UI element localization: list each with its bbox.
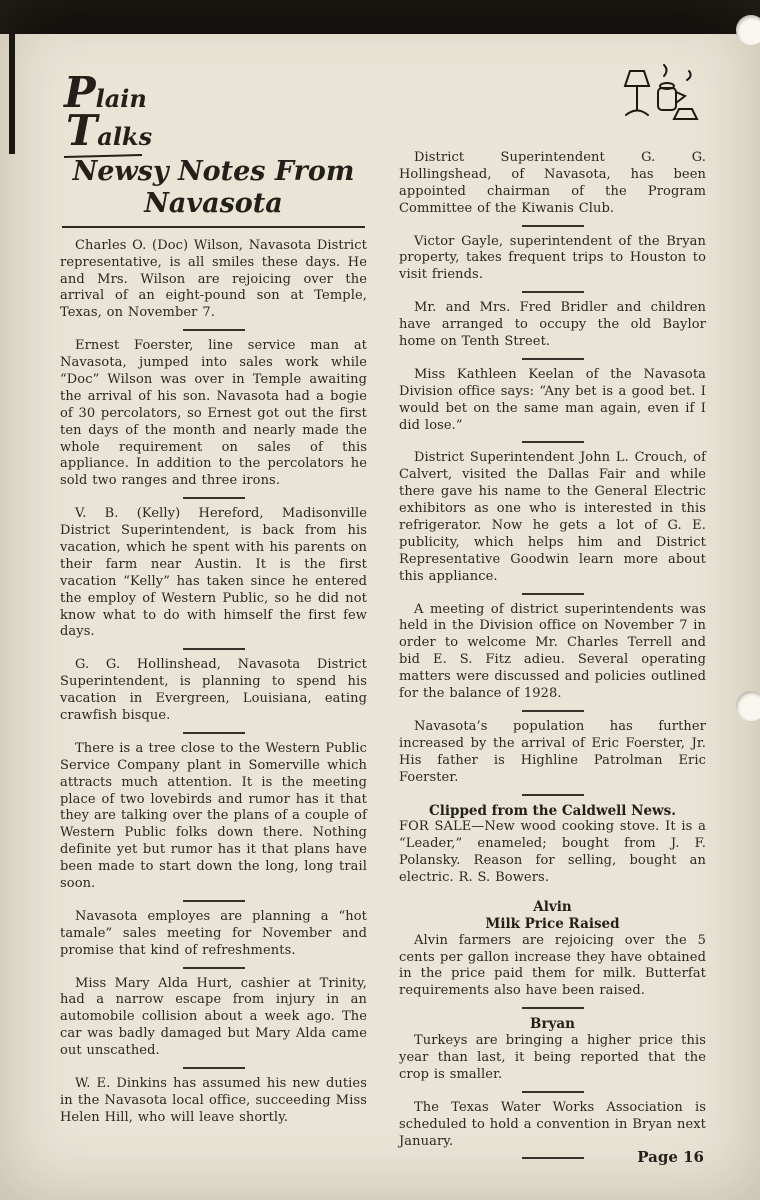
separator: [183, 900, 245, 902]
left-column: [60, 150, 367, 1166]
separator: [522, 710, 584, 712]
separator: [183, 1067, 245, 1069]
separator: [522, 794, 584, 796]
news-paragraph: There is a tree close to the Western Public Service Company plant in Somerville which attracts much attention. It is the meeting place of two lovebirds and rumor has it that they are talking over the plans of a couple of Western Public folks down there. Nothing definite yet but rumor has it that plans have been made to start down the long, long trail soon.: [60, 740, 367, 891]
spacer: [399, 887, 706, 899]
closing-paragraph: The Texas Water Works Association is scheduled to hold a convention in Bryan next January.: [399, 1099, 706, 1149]
masthead-line1: Plain: [64, 68, 147, 117]
masthead-logo: [64, 68, 153, 157]
article-title-line1: Newsy Notes From: [72, 156, 355, 187]
alvin-paragraph: Alvin farmers are rejoicing over the 5 cents per gallon increase they have obtained in the price paid them for milk. Butterfat requirements also have been raised.: [399, 932, 706, 999]
milk-price-heading: Milk Price Raised: [485, 915, 620, 932]
separator: [522, 1007, 584, 1009]
separator: [522, 225, 584, 227]
punch-hole-middle: [736, 691, 760, 721]
news-paragraph: Victor Gayle, superintendent of the Bryan property, takes frequent trips to Houston to visit friends.: [399, 233, 706, 283]
news-paragraph: Mr. and Mrs. Fred Bridler and children have arranged to occupy the old Baylor home on Tenth Street.: [399, 300, 706, 350]
page-number: Page 16: [637, 1148, 704, 1166]
news-paragraph: District Superintendent John L. Crouch, of Calvert, visited the Dallas Fair and while there gave his name to the General Electric exhibitors as one who is interested in this refrigerator. Now he gets a lot of G. E. publicity, which helps him and District Representative Goodwin learn more about this appliance.: [399, 450, 706, 584]
news-paragraph: Miss Mary Alda Hurt, cashier at Trinity, had a narrow escape from injury in an automobile collision about a week ago. The car was badly damaged but Mary Alda came out unscathed.: [60, 975, 367, 1059]
title-rule: [62, 226, 365, 228]
news-paragraph: District Superintendent G. G. Hollingshead, of Navasota, has been appointed chairman of the Program Committee of the Kiwanis Club.: [399, 150, 706, 216]
separator: [522, 441, 584, 443]
masthead-line2: Talks: [66, 106, 153, 155]
separator: [183, 329, 245, 331]
scan-left-edge: [9, 34, 15, 154]
news-paragraph: Navasota employes are planning a “hot tamale” sales meeting for November and promise that kind of refreshments.: [60, 908, 367, 958]
page-body: [60, 150, 706, 1166]
news-paragraph: Miss Kathleen Keelan of the Navasota Division office says: “Any bet is a good bet. I would bet on the same man again, even if I did lose.”: [399, 366, 706, 433]
separator: [183, 497, 245, 499]
news-paragraph: G. G. Hollinshead, Navasota District Superintendent, is planning to spend his vacation in Evergreen, Louisiana, eating crawfish bisque.: [60, 657, 367, 723]
news-paragraph: W. E. Dinkins has assumed his new duties in the Navasota local office, succeeding Miss Helen Hill, who will leave shortly.: [60, 1076, 367, 1125]
news-paragraph: V. B. (Kelly) Hereford, Madisonville District Superintendent, is back from his vacation, which he spent with his parents on their farm near Austin. It is the first vacation “Kelly” has taken since he entered the employ of Western Public, so he did not know what to do with himself the first few days.: [60, 506, 367, 640]
appliances-illustration-icon: [614, 62, 700, 132]
punch-hole-top: [736, 15, 760, 45]
separator: [522, 291, 584, 293]
bryan-paragraph: Turkeys are bringing a higher price this year than last, it being reported that the crop is smaller.: [399, 1033, 706, 1082]
news-paragraph: Charles O. (Doc) Wilson, Navasota District representative, is all smiles these days. He and Mrs. Wilson are rejoicing over the arrival of an eight-pound son at Temple, Texas, on November 7.: [60, 237, 367, 321]
news-paragraph: A meeting of district superintendents was held in the Division office on November 7 in order to welcome Mr. Charles Terrell and bid E. S. Fitz adieu. Several operating matters were discussed and policies outlined for the balance of 1928.: [399, 601, 706, 702]
separator: [522, 1091, 584, 1093]
separator: [183, 648, 245, 650]
caldwell-news-heading: Clipped from the Caldwell News.: [429, 802, 676, 819]
news-paragraph: Ernest Foerster, line service man at Navasota, jumped into sales work while “Doc” Wilson was over in Temple awaiting the arrival of his son. Navasota had a bogie of 30 percolators, so Ernest got out the first ten days of the month and nearly made the whole requirement on sales of this appliance. In addition to the percolators he sold two ranges and three irons.: [60, 338, 367, 489]
separator: [183, 967, 245, 969]
article-title: [60, 156, 367, 220]
separator: [183, 732, 245, 734]
right-column: [399, 150, 706, 1166]
news-paragraph: Navasota’s population has further increased by the arrival of Eric Foerster, Jr. His father is Highline Patrolman Eric Foerster.: [399, 718, 706, 785]
article-title-line2: Navasota: [144, 187, 283, 219]
separator: [522, 358, 584, 360]
caldwell-news-paragraph: FOR SALE—New wood cooking stove. It is a “Leader,” enameled; bought from J. F. Polansky. Reason for selling, bought an electric. R. S. Bowers.: [399, 819, 706, 886]
alvin-heading: Alvin: [533, 898, 572, 915]
bryan-heading: Bryan: [530, 1016, 575, 1033]
separator: [522, 593, 584, 595]
separator: [522, 1157, 584, 1159]
scan-top-edge: [0, 0, 760, 34]
